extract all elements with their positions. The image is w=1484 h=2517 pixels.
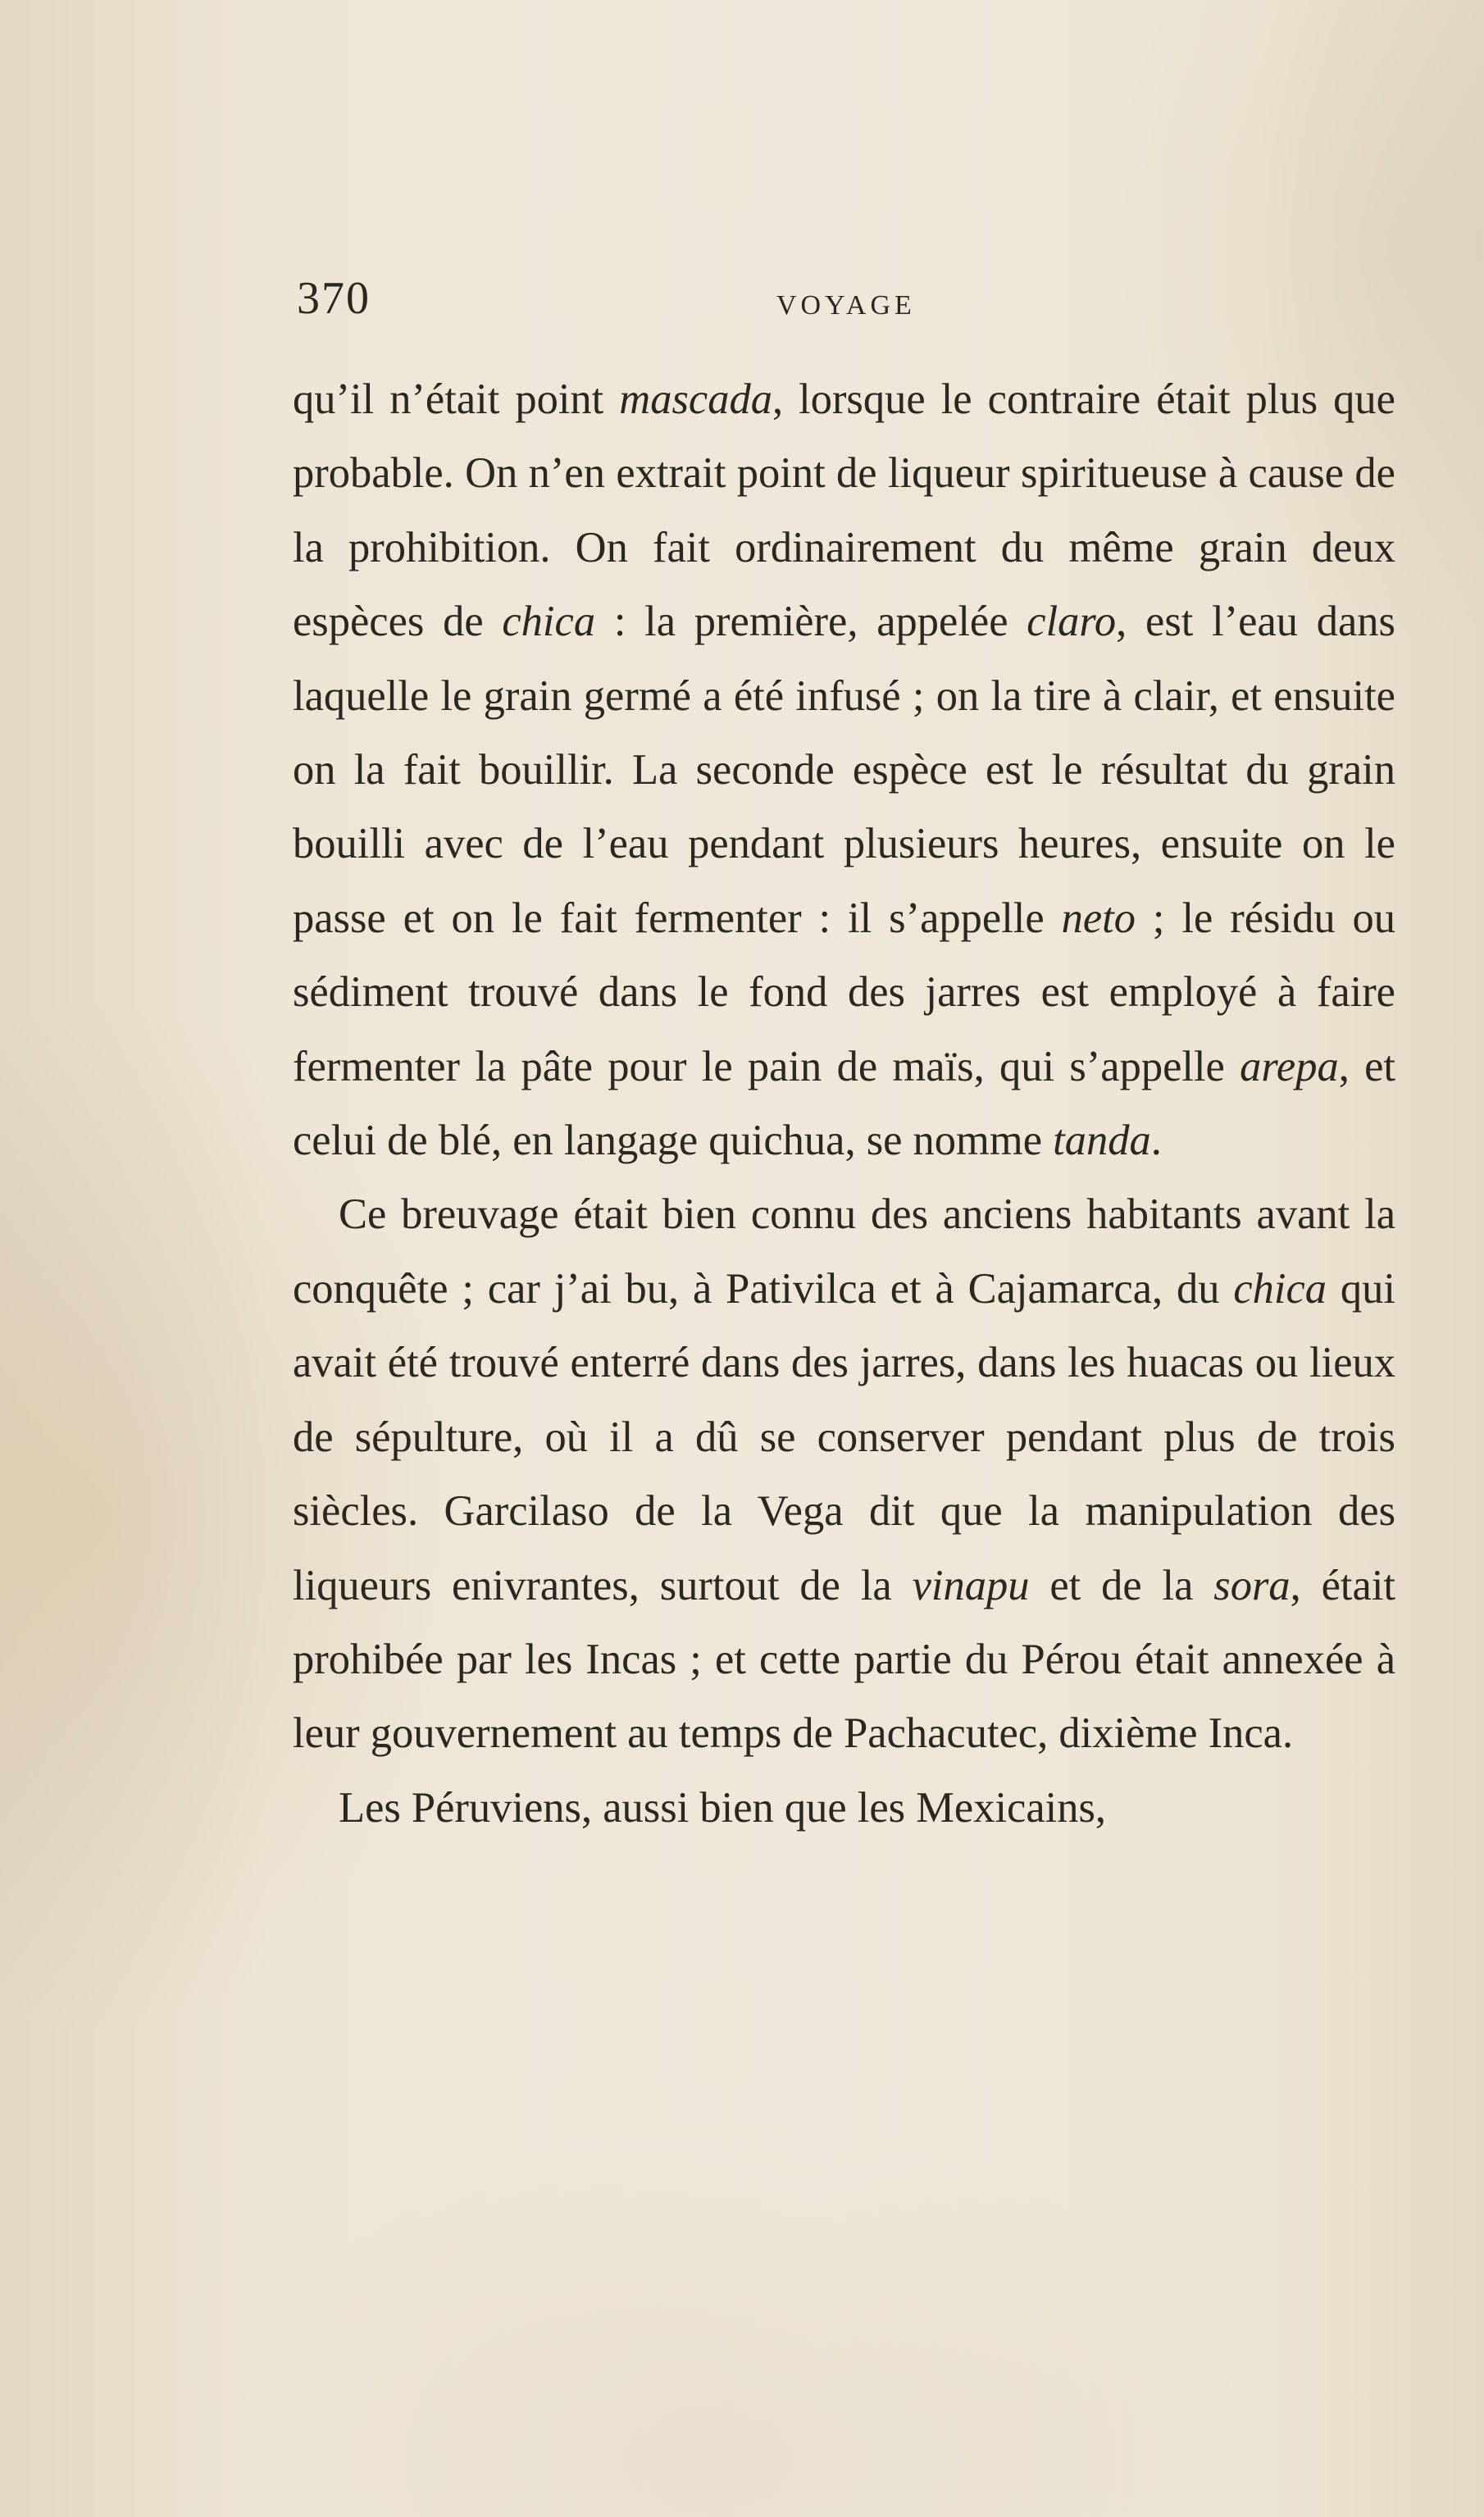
text-run: ; le résidu ou sédiment trouvé dans le fond des jarres est employé à faire fermenter la pâte pour le pain de maïs, qui s’appelle (293, 894, 1395, 1090)
running-title: VOYAGE (776, 290, 916, 321)
text-run: qui avait été trouvé enterré dans des jarres, dans les huacas ou lieux de sépulture, où il a dû se conserver pendant plus de trois siècles. Garcilaso de la Vega dit que la manipulation des liqueurs enivrantes, surtout de la (293, 1264, 1395, 1609)
text-run: , est l’eau dans laquelle le grain germé a été infusé ; on la tire à clair, et ensuite on la fait bouillir. La seconde espèce est le résultat du grain bouilli avec de l’eau pendant plusieurs heures, ensuite on le passe et on le fait fermenter : il s’appelle (293, 598, 1395, 942)
text-run: , lorsque le contraire était plus que probable. On n’en extrait point de liqueur spiritueuse à cause de la prohibition. On fait ordinairement du même grain deux espèces de (293, 376, 1395, 646)
italic-term: chica (1233, 1264, 1327, 1313)
page-header (297, 272, 1400, 338)
paragraph-1 (293, 362, 1395, 1177)
text-run: , était prohibée par les Incas ; et cette partie du Pérou était annexée à leur gouvernement au temps de Pachacutec, dixième Inca. (293, 1561, 1395, 1758)
italic-term: neto (1061, 894, 1136, 942)
text-run: : la première, appelée (595, 598, 1027, 646)
text-run: Les Péruviens, aussi bien que les Mexicains, (339, 1783, 1107, 1832)
paragraph-2 (293, 1177, 1395, 1770)
text-run: , et celui de blé, en langage quichua, se nomme (293, 1042, 1396, 1165)
italic-term: mascada (619, 376, 772, 423)
italic-term: vinapu (912, 1561, 1030, 1609)
italic-term: claro (1027, 598, 1117, 646)
italic-term: tanda (1053, 1117, 1151, 1165)
text-run: Ce breuvage était bien connu des anciens habitants avant la conquête ; car j’ai bu, à Pativilca et à Cajamarca, du (293, 1190, 1395, 1313)
page-number: 370 (297, 273, 371, 324)
text-run: . (1150, 1117, 1162, 1165)
text-run: qu’il n’était point (293, 376, 620, 423)
italic-term: sora (1213, 1561, 1291, 1609)
italic-term: arepa (1240, 1042, 1339, 1090)
text-run: et de la (1029, 1561, 1214, 1609)
paragraph-3 (293, 1771, 1395, 1845)
body-text (293, 362, 1395, 1845)
italic-term: chica (502, 598, 596, 646)
